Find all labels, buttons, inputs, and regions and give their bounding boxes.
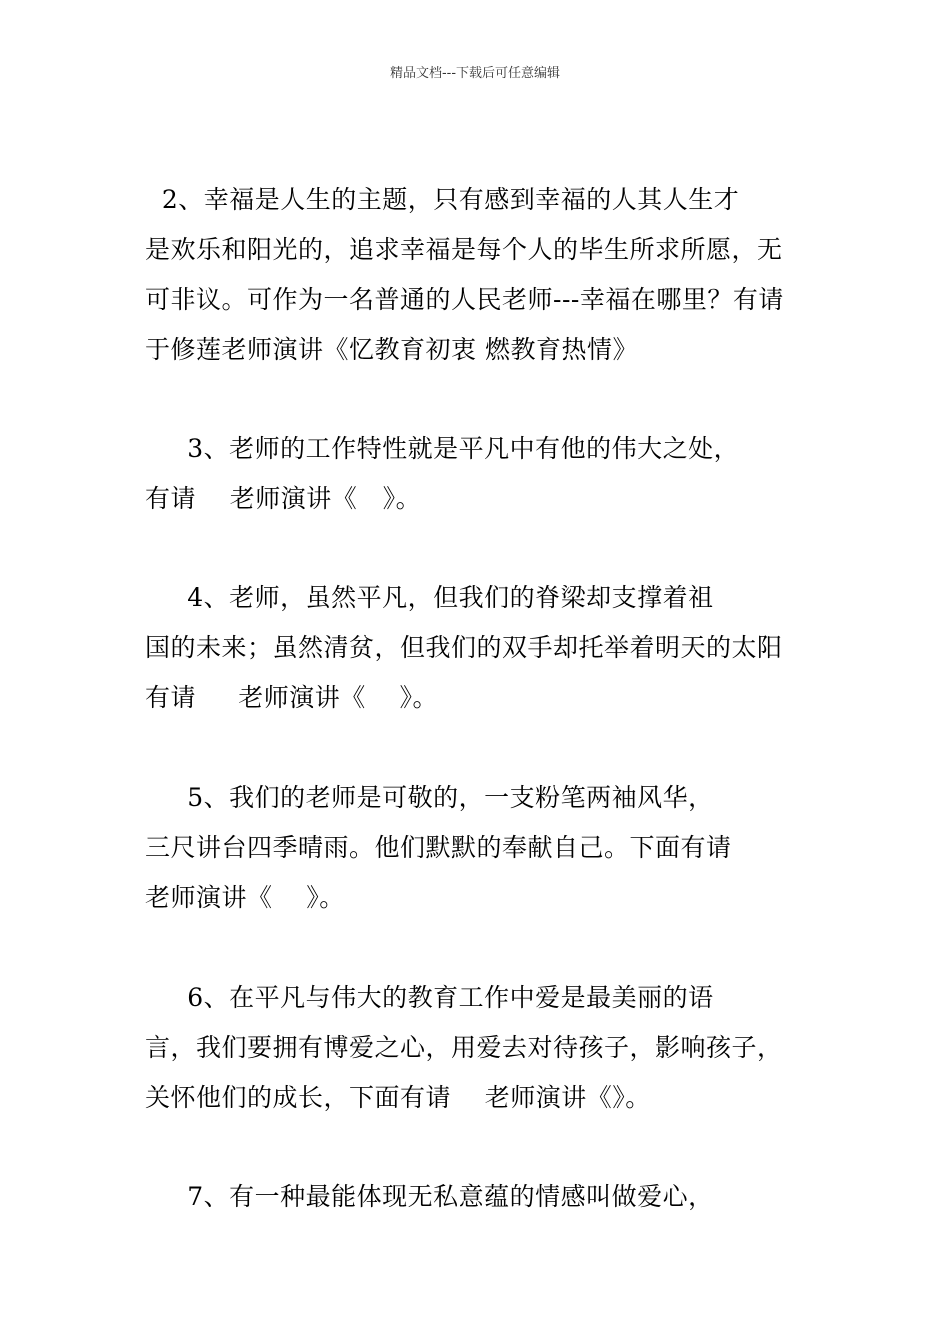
paragraph-3-line-1: 3、老师的工作特性就是平凡中有他的伟大之处，: [145, 434, 740, 463]
paragraph-2-line-4: 于修莲老师演讲《忆教育初衷 燃教育热情》: [145, 335, 638, 364]
paragraph-5-line-1: 5、我们的老师是可敬的，一支粉笔两袖风华，: [145, 783, 714, 812]
paragraph-6-line-1: 6、在平凡与伟大的教育工作中爱是最美丽的语: [145, 983, 714, 1012]
paragraph-5-line-3: 老师演讲《 》。: [145, 883, 345, 912]
paragraph-4-line-1: 4、老师，虽然平凡，但我们的脊梁却支撑着祖: [145, 583, 714, 612]
paragraph-4-line-2: 国的未来；虽然清贫，但我们的双手却托举着明天的太阳: [145, 633, 783, 662]
paragraph-7-line-1: 7、有一种最能体现无私意蕴的情感叫做爱心，: [145, 1182, 714, 1211]
paragraph-6-line-3: 关怀他们的成长，下面有请 老师演讲《》。: [145, 1083, 651, 1112]
paragraph-2-line-3: 可非议。可作为一名普通的人民老师---幸福在哪里？有请: [145, 285, 784, 314]
paragraph-5-line-2: 三尺讲台四季晴雨。他们默默的奉献自己。下面有请: [145, 833, 732, 862]
page-header: 精品文档---下载后可任意编辑: [389, 66, 561, 81]
paragraph-2-line-2: 是欢乐和阳光的，追求幸福是每个人的毕生所求所愿，无: [145, 235, 783, 264]
paragraph-4-line-3: 有请 老师演讲《 》。: [145, 683, 439, 712]
paragraph-2-line-1: 2、幸福是人生的主题，只有感到幸福的人其人生才: [145, 185, 740, 214]
paragraph-6-line-2: 言，我们要拥有博爱之心，用爱去对待孩子，影响孩子，: [145, 1033, 783, 1062]
paragraph-3-line-2: 有请 老师演讲《 》。: [145, 484, 422, 513]
